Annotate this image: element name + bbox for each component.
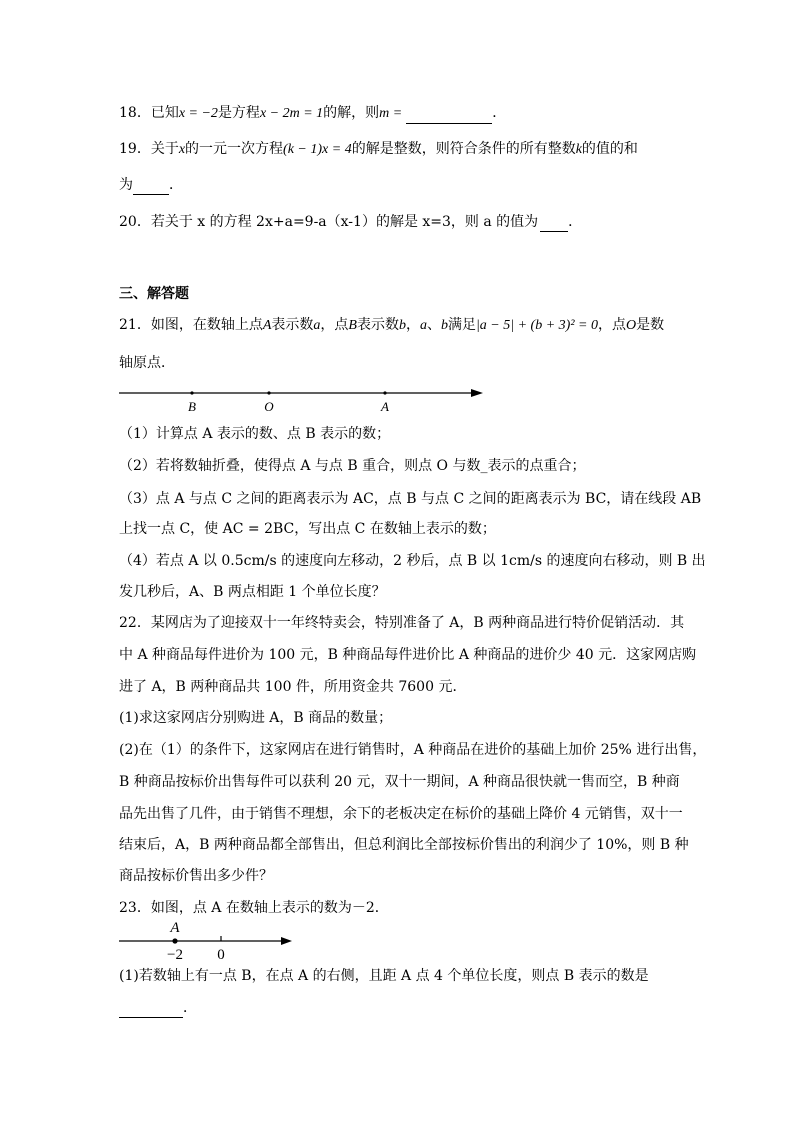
q23-line: 23．如图，点 A 在数轴上表示的数为－2． <box>119 900 389 916</box>
q21-var: O <box>625 318 637 333</box>
arrow-icon <box>281 937 292 945</box>
q21-text: 21．如图，在数轴上点 <box>119 317 263 333</box>
q18-expr3: m = <box>379 106 403 121</box>
q18-text: 已知 <box>150 105 179 121</box>
question-18 <box>119 103 506 124</box>
point-a <box>383 391 386 394</box>
q22-line: 进了 A，B 两种商品共 100 件，所用资金共 7600 元． <box>119 679 467 695</box>
q19-end: ． <box>169 177 183 193</box>
question-19 <box>119 139 638 160</box>
answer-blank <box>540 217 568 232</box>
q19-text: 的一元一次方程 <box>185 141 284 157</box>
q21-text: ，点 <box>597 317 626 333</box>
q18-end: ． <box>492 105 507 121</box>
q21-text: 表示数 <box>271 317 314 333</box>
q21-text: 表示数 <box>356 317 399 333</box>
q22-line: (2)在（1）的条件下，这家网店在进行销售时，A 种商品在进价的基础上加价 25% 进行出售， <box>119 742 707 758</box>
q19-number: 19． <box>119 141 151 157</box>
q23-line: (1)若数轴上有一点 B，在点 A 的右侧，且距 A 点 4 个单位长度，则点 B 表示的数是 <box>119 968 649 984</box>
label-neg2: −2 <box>167 947 183 963</box>
q21-condition: |a − 5| + (b + 3)² = 0 <box>475 318 598 333</box>
label-b: B <box>188 399 196 414</box>
q21-var: b <box>440 318 448 333</box>
label-point-a: A <box>170 920 180 936</box>
q18-text: 的解，则 <box>323 105 380 121</box>
q19-text: 的解是整数，则符合条件的所有整数 <box>351 141 576 157</box>
q19-text: 的值的和 <box>581 141 638 157</box>
question-21-cont: 轴原点． <box>119 355 175 371</box>
q18-expr1: x = −2 <box>178 106 218 121</box>
q19-var: k <box>575 142 582 157</box>
q19-expr: (k − 1)x = 4 <box>283 142 352 157</box>
q19-text: 为 <box>119 177 133 193</box>
label-o: O <box>264 399 274 414</box>
q21-part3-cont: 上找一点 C，使 AC = 2BC，写出点 C 在数轴上表示的数； <box>119 521 496 537</box>
q18-number: 18． <box>119 105 151 121</box>
q18-expr2: x − 2m = 1 <box>259 106 324 121</box>
question-21 <box>119 315 664 336</box>
q21-var: a <box>313 318 321 333</box>
q22-line: 22．某网店为了迎接双十一年终特卖会，特别准备了 A，B 两种商品进行特价促销活动．其 <box>119 615 685 631</box>
label-zero: 0 <box>217 947 225 963</box>
number-line-q21 <box>119 382 485 416</box>
answer-blank <box>119 1003 183 1018</box>
answer-blank <box>406 109 492 124</box>
number-line-q23 <box>119 918 295 964</box>
point-a <box>172 938 177 943</box>
section-heading: 三、解答题 <box>119 286 189 302</box>
point-o <box>267 391 270 394</box>
q21-var: b <box>398 318 406 333</box>
q20-text: 20．若关于 x 的方程 2x+a=9-a（x-1）的解是 x=3，则 a 的值为 <box>119 214 539 230</box>
q19-var: x <box>178 142 186 157</box>
answer-blank <box>133 180 169 195</box>
q21-part3: （3）点 A 与点 C 之间的距离表示为 AC，点 B 与点 C 之间的距离表示为 BC，请在线段 AB <box>119 491 702 507</box>
q19-text: 关于 <box>150 141 179 157</box>
q21-var: A <box>262 318 272 333</box>
q22-line: 结束后，A，B 两种商品都全部售出，但总利润比全部按标价售出的利润少了 10%，则 B 种 <box>119 837 689 853</box>
q23-answer <box>119 998 197 1018</box>
question-20 <box>119 212 582 232</box>
q22-line: 中 A 种商品每件进价为 100 元，B 种商品每件进价比 A 种商品的进价少 40 元．这家网店购 <box>119 647 697 663</box>
q22-line: 品先出售了几件，由于销售不理想，余下的老板决定在标价的基础上降价 4 元销售，双十一 <box>119 806 683 822</box>
point-b <box>190 391 193 394</box>
q21-text: 是数 <box>636 317 665 333</box>
label-a: A <box>381 399 389 414</box>
q22-line: 商品按标价售出多少件？ <box>119 868 273 884</box>
q21-var: a <box>419 318 427 333</box>
q23-end: ． <box>183 1000 197 1016</box>
q22-line: (1)求这家网店分别购进 A，B 商品的数量； <box>119 710 393 726</box>
question-19-cont <box>119 175 183 195</box>
q21-text: ， <box>405 317 420 333</box>
q21-text: 满足 <box>447 317 476 333</box>
q21-var: B <box>348 318 357 333</box>
q21-text: ，点 <box>320 317 349 333</box>
q21-part4: （4）若点 A 以 0.5cm/s 的速度向左移动，2 秒后，点 B 以 1cm/s 的速度向右移动，则 B 出 <box>119 553 706 569</box>
q21-part1: （1）计算点 A 表示的数、点 B 表示的数； <box>119 426 391 442</box>
q21-text: 、 <box>426 317 441 333</box>
q21-part4-cont: 发几秒后，A、B 两点相距 1 个单位长度？ <box>119 584 386 600</box>
q21-part2: （2）若将数轴折叠，使得点 A 与点 B 重合，则点 O 与数_表示的点重合； <box>119 458 586 474</box>
q22-line: B 种商品按标价出售每件可以获利 20 元，双十一期间，A 种商品很快就一售而空，B 种商 <box>119 774 680 790</box>
q18-text: 是方程 <box>217 105 260 121</box>
q20-end: ． <box>568 214 583 230</box>
arrow-icon <box>471 389 483 397</box>
